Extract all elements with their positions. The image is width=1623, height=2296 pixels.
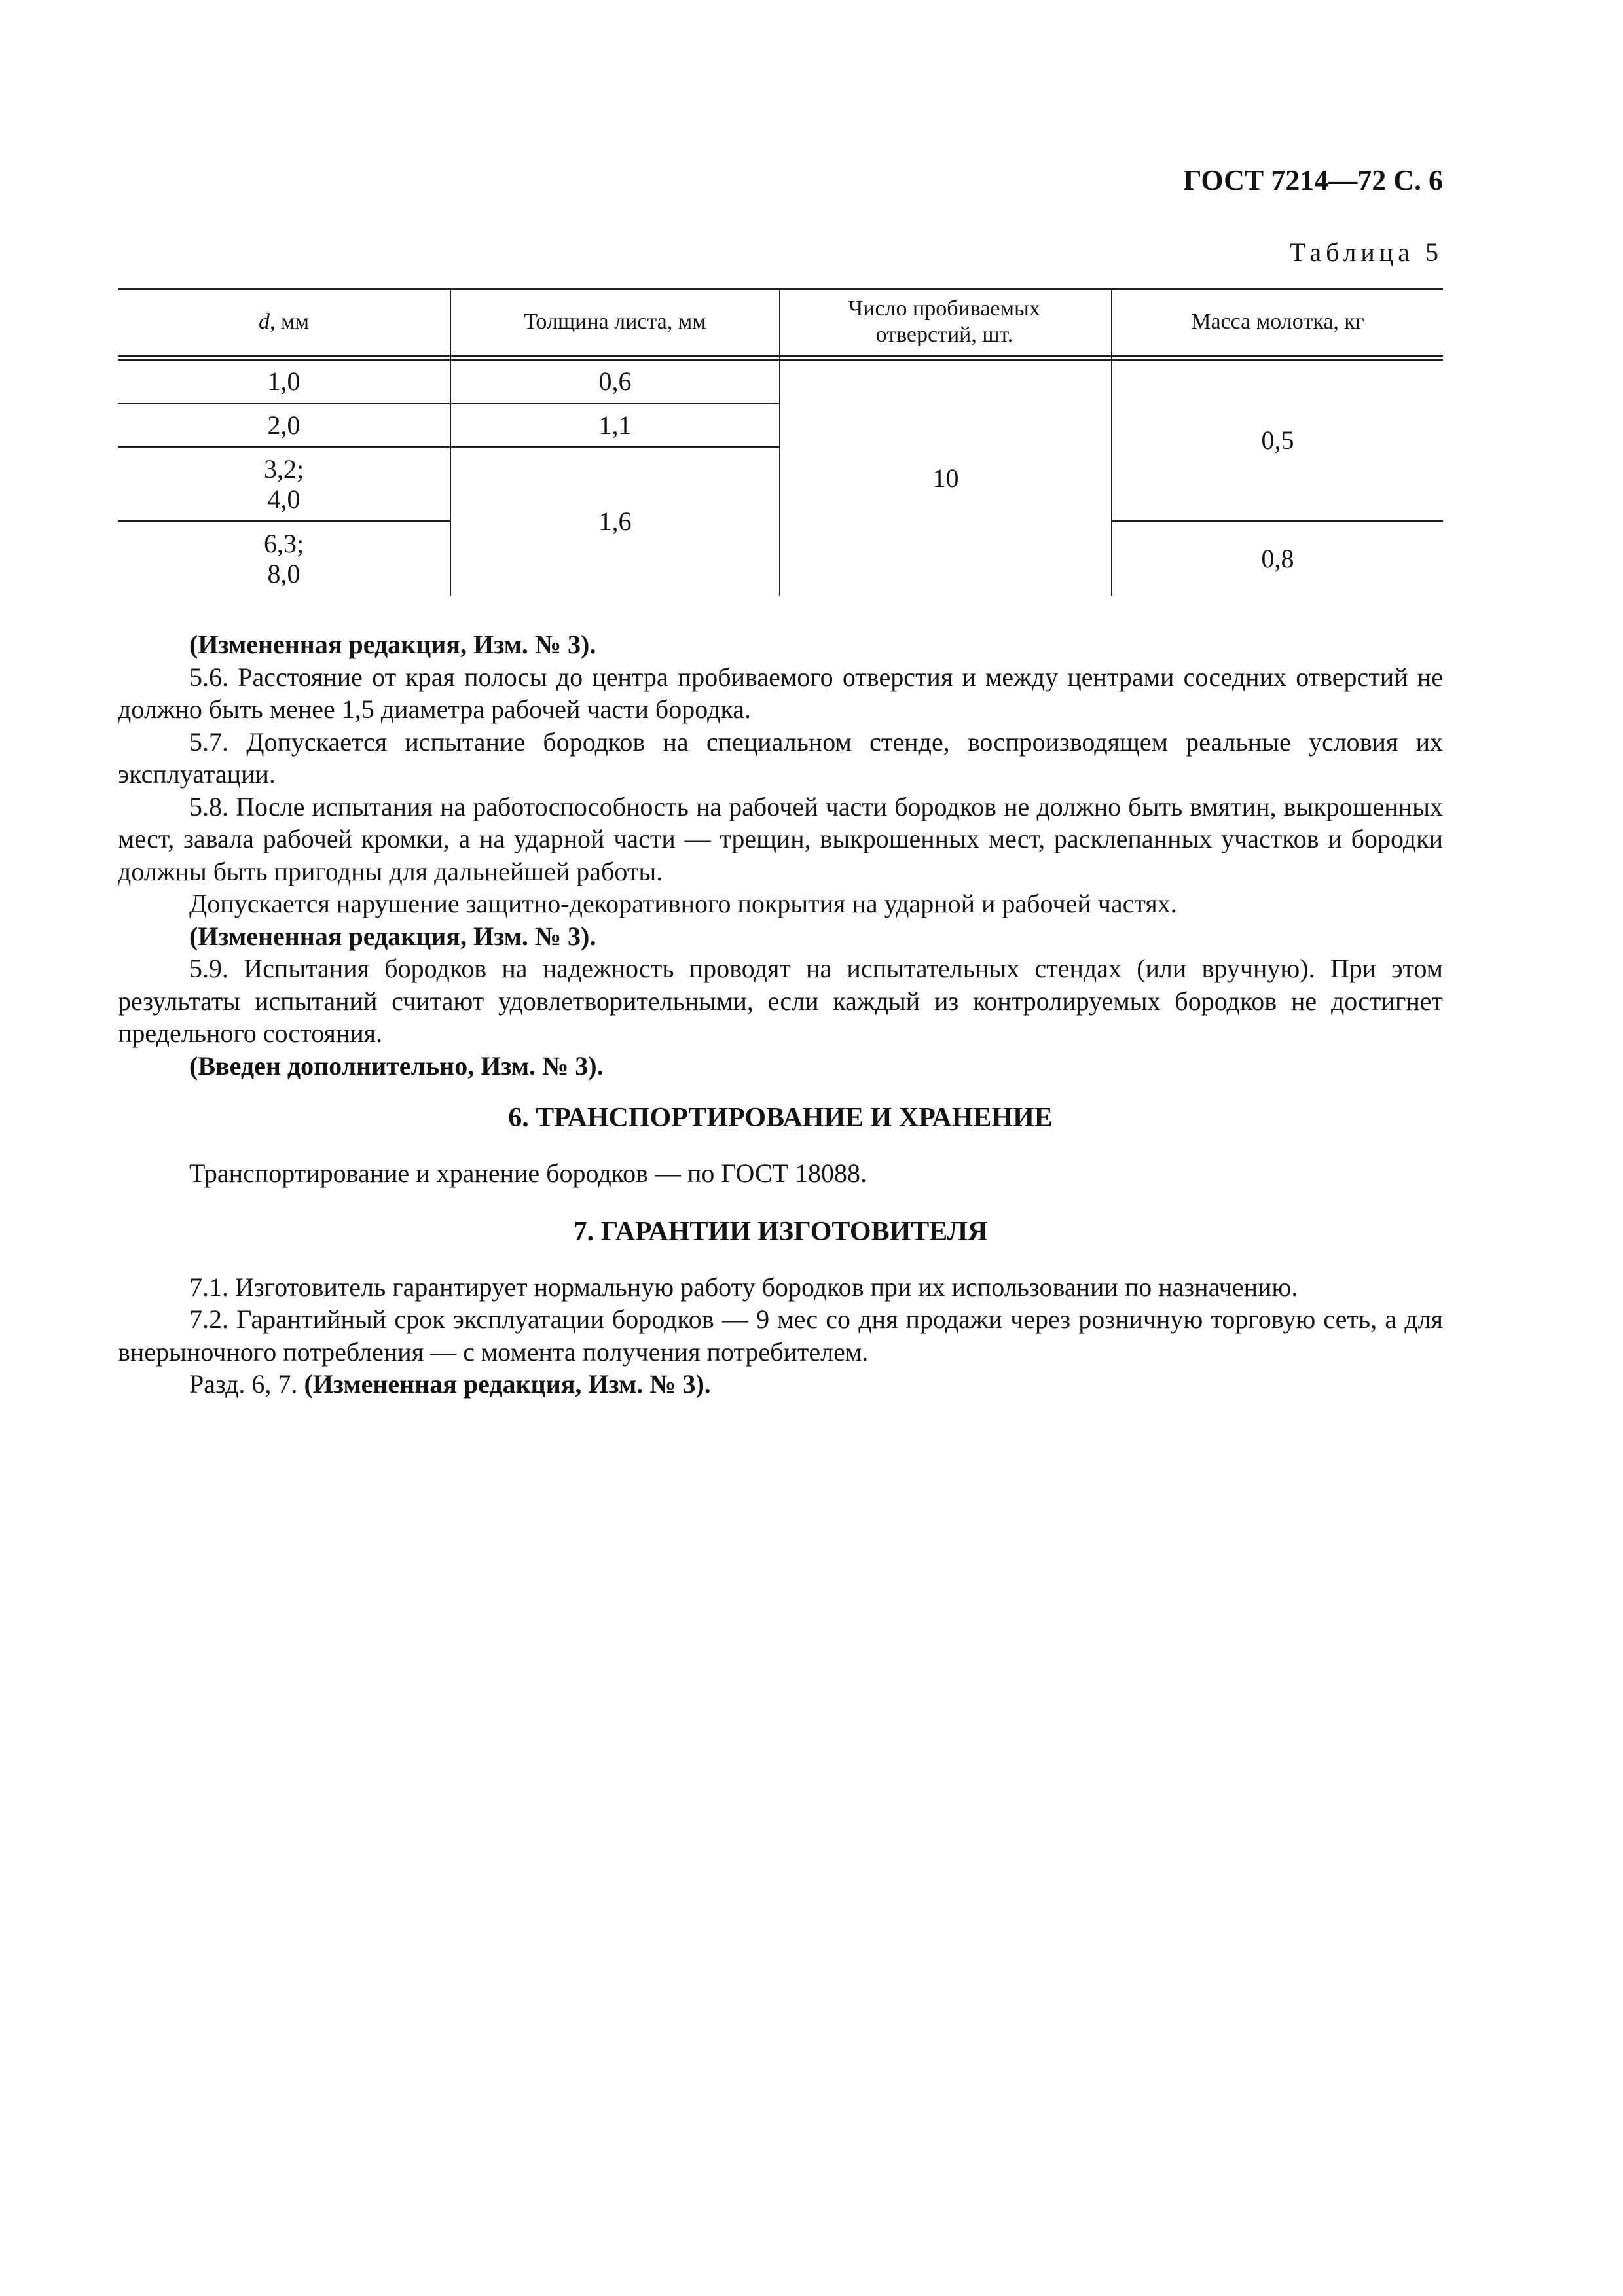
final-note-amendment: (Измененная редакция, Изм. № 3). — [304, 1369, 711, 1399]
addition-note: (Введен дополнительно, Изм. № 3). — [189, 1050, 604, 1081]
cell-mass-1: 0,5 — [1261, 425, 1294, 455]
cell-d-4: 6,3; 8,0 — [263, 528, 304, 588]
cell-d-1: 1,0 — [267, 367, 301, 396]
cell-mass-2: 0,8 — [1261, 543, 1294, 573]
paragraph-5-7: 5.7. Допускается испытание бородков на специальном стенде, воспроизводящем реальные условия их эксплуатации. — [118, 726, 1443, 789]
paragraph-5-6: 5.6. Расстояние от края полосы до центра пробиваемого отверстия и между центрами соседних отверстий не должно быть менее 1,5 диаметра рабочей части бородка. — [118, 662, 1443, 724]
cell-d-3: 3,2; 4,0 — [263, 454, 304, 514]
header-holes: Число пробиваемых отверстий, шт. — [848, 296, 1040, 347]
amendment-note: (Измененная редакция, Изм. № 3). — [189, 630, 596, 659]
paragraph-5-8-extra: Допускается нарушение защитно-декоративного покрытия на ударной и рабочей частях. — [189, 889, 1177, 918]
paragraph-5-8: 5.8. После испытания на работоспособность на рабочей части бородков не должно быть вмятин, выкрошенных мест, завала рабочей кромки, а на ударной части — трещин, выкрошенных мест, расклепанных участков и бородки должны быть пригодны для дальнейшей работы. — [118, 791, 1443, 886]
cell-holes: 10 — [932, 463, 959, 493]
cell-thickness-1: 0,6 — [598, 367, 632, 396]
header-mass: Масса молотка, кг — [1191, 309, 1364, 334]
table-caption: Таблица 5 — [1289, 238, 1443, 267]
cell-d-2: 2,0 — [267, 410, 301, 440]
document-body — [118, 628, 1443, 1401]
header-thickness: Толщина листа, мм — [524, 309, 706, 334]
table-5 — [118, 288, 1443, 596]
cell-thickness-3: 1,6 — [598, 507, 632, 536]
paragraph-7-2: 7.2. Гарантийный срок эксплуатации бородков — 9 мес со дня продажи через розничную торговую сеть, а для внерыночного потребления — с момента получения потребителем. — [118, 1304, 1443, 1367]
amendment-note: (Измененная редакция, Изм. № 3). — [189, 921, 596, 951]
final-note-prefix: Разд. 6, 7. — [189, 1369, 304, 1399]
section-7-title: 7. ГАРАНТИИ ИЗГОТОВИТЕЛЯ — [573, 1217, 988, 1247]
section-6-title: 6. ТРАНСПОРТИРОВАНИЕ И ХРАНЕНИЕ — [508, 1103, 1053, 1133]
header-d — [118, 288, 450, 355]
paragraph-5-9: 5.9. Испытания бородков на надежность проводят на испытательных стендах (или вручную). При этом результаты испытаний считают удовлетворительными, если каждый из контролируемых бородков не достигнет предельного состояния. — [118, 954, 1443, 1048]
header-d-unit: , мм — [269, 309, 310, 334]
paragraph-7-1: 7.1. Изготовитель гарантирует нормальную работу бородков при их использовании по назначению. — [189, 1272, 1298, 1302]
final-note — [118, 1368, 1443, 1401]
cell-thickness-2: 1,1 — [598, 410, 632, 440]
header-d-symbol: d — [258, 309, 270, 334]
table-header-rule — [118, 355, 1443, 357]
section-6-text: Транспортирование и хранение бородков — по ГОСТ 18088. — [189, 1158, 867, 1188]
document-header: ГОСТ 7214—72 С. 6 — [1183, 164, 1443, 196]
